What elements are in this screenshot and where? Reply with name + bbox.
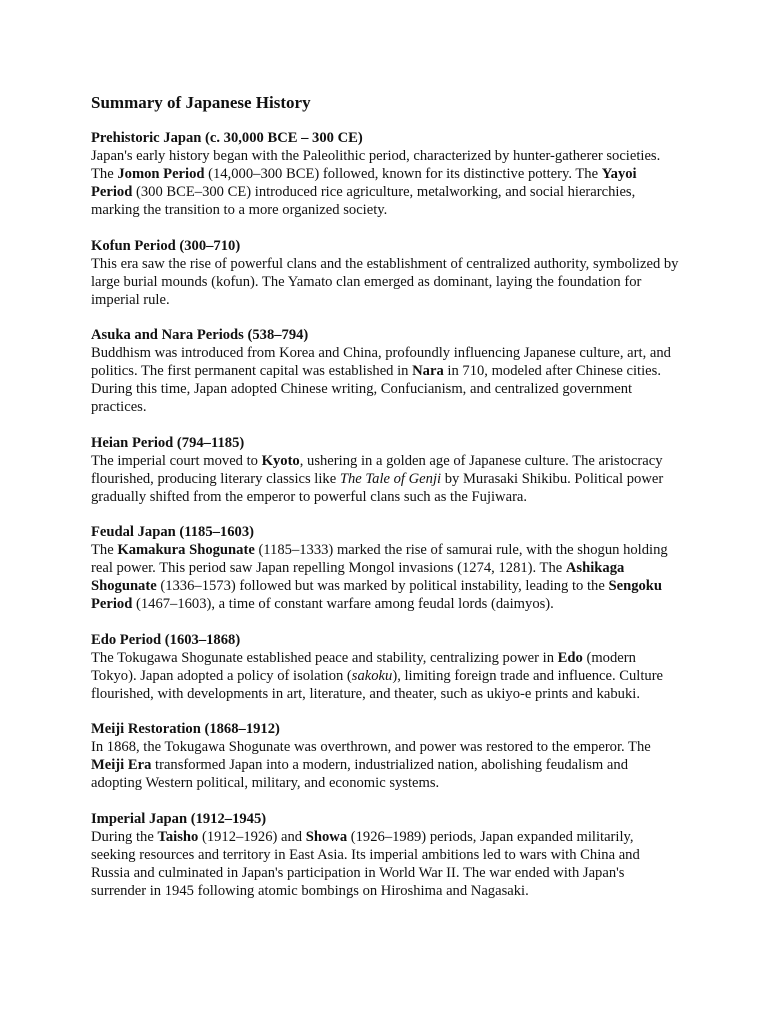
section-heading: Kofun Period (300–710)	[91, 237, 241, 254]
text-run: During the	[91, 828, 158, 845]
section-body	[91, 649, 681, 703]
text-run: by Murasaki Shikibu. Political power gradually shifted from the emperor to powerful clans such as the Fujiwara.	[91, 470, 664, 505]
section-body	[91, 344, 681, 416]
document-title: Summary of Japanese History	[91, 93, 311, 112]
italic-term: The Tale of Genji	[339, 470, 442, 487]
text-run: (1926–1989) periods, Japan expanded militarily, seeking resources and territory in East Asia. Its imperial ambitions led to wars with China and Russia and culminated in Japan's participation in World War II. The war ended with Japan's surrender in 1945 following atomic bombings on Hiroshima and Nagasaki.	[91, 828, 640, 899]
text-run: ), limiting foreign trade and influence. Culture flourished, with developments in art, literature, and theater, such as ukiyo-e prints and kabuki.	[91, 667, 664, 702]
bold-term: Taisho	[157, 828, 199, 845]
text-run: (14,000–300 BCE) followed, known for its distinctive pottery. The	[204, 166, 602, 182]
text-run: In 1868, the Tokugawa Shogunate was overthrown, and power was restored to the emperor. The	[91, 739, 651, 755]
bold-term: Showa	[305, 828, 348, 845]
text-run: (1912–1926) and	[198, 828, 306, 845]
italic-term: sakoku	[351, 667, 393, 684]
bold-term: Kamakura Shogunate	[117, 542, 255, 558]
section-body	[91, 541, 681, 613]
text-run: in 710, modeled after Chinese cities. During this time, Japan adopted Chinese writing, Confucianism, and centralized government practices.	[91, 363, 661, 415]
text-run: (modern Tokyo). Japan adopted a policy of isolation (	[91, 649, 636, 684]
text-run: (1185–1333) marked the rise of samurai rule, with the shogun holding real power. This period saw Japan repelling Mongol invasions (1274, 1281). The	[91, 542, 668, 576]
text-run: The imperial court moved to	[91, 452, 262, 469]
section-body	[91, 828, 681, 900]
section-body	[91, 147, 681, 219]
section-heading: Imperial Japan (1912–1945)	[91, 810, 267, 827]
text-run: transformed Japan into a modern, industrialized nation, abolishing feudalism and adopting Western political, military, and economic systems.	[91, 757, 629, 791]
bold-term: Jomon Period	[117, 166, 205, 182]
section-heading: Feudal Japan (1185–1603)	[91, 524, 254, 540]
section	[91, 129, 681, 219]
text-run: (300 BCE–300 CE) introduced rice agriculture, metalworking, and social hierarchies, marking the transition to a more organized society.	[91, 184, 636, 218]
section	[91, 523, 681, 613]
section	[91, 434, 681, 506]
section-body	[91, 255, 681, 309]
text-run: Buddhism was introduced from Korea and China, profoundly influencing Japanese culture, art, and politics. The first permanent capital was established in	[91, 345, 671, 379]
sections-container	[91, 129, 681, 900]
section-heading: Edo Period (1603–1868)	[91, 631, 241, 648]
section-heading: Asuka and Nara Periods (538–794)	[91, 327, 309, 343]
section	[91, 631, 681, 703]
bold-term: Ashikaga Shogunate	[91, 560, 625, 594]
text-run: (1336–1573) followed but was marked by political instability, leading to the	[156, 578, 609, 594]
document-page	[91, 92, 681, 917]
section	[91, 326, 681, 416]
text-run: This era saw the rise of powerful clans and the establishment of centralized authority, symbolized by large burial mounds (kofun). The Yamato clan emerged as dominant, laying the foundation for imperial rule.	[91, 255, 679, 308]
section-body	[91, 738, 681, 792]
section	[91, 237, 681, 309]
bold-term: Meiji Era	[91, 757, 152, 773]
bold-term: Edo	[557, 649, 583, 666]
section	[91, 720, 681, 792]
section-heading: Prehistoric Japan (c. 30,000 BCE – 300 CE)	[91, 130, 363, 146]
text-run: , ushering in a golden age of Japanese culture. The aristocracy flourished, producing literary classics like	[91, 452, 663, 487]
bold-term: Yayoi Period	[91, 166, 637, 200]
text-run: Japan's early history began with the Paleolithic period, characterized by hunter-gatherer societies. The	[91, 148, 661, 182]
bold-term: Sengoku Period	[91, 578, 663, 612]
section-body	[91, 452, 681, 506]
section	[91, 810, 681, 900]
text-run: The	[91, 542, 118, 558]
bold-term: Kyoto	[261, 452, 300, 469]
text-run: The Tokugawa Shogunate established peace and stability, centralizing power in	[91, 649, 558, 666]
section-heading: Heian Period (794–1185)	[91, 434, 245, 451]
bold-term: Nara	[412, 363, 444, 379]
text-run: (1467–1603), a time of constant warfare among feudal lords (daimyos).	[132, 596, 554, 612]
section-heading: Meiji Restoration (1868–1912)	[91, 721, 280, 737]
